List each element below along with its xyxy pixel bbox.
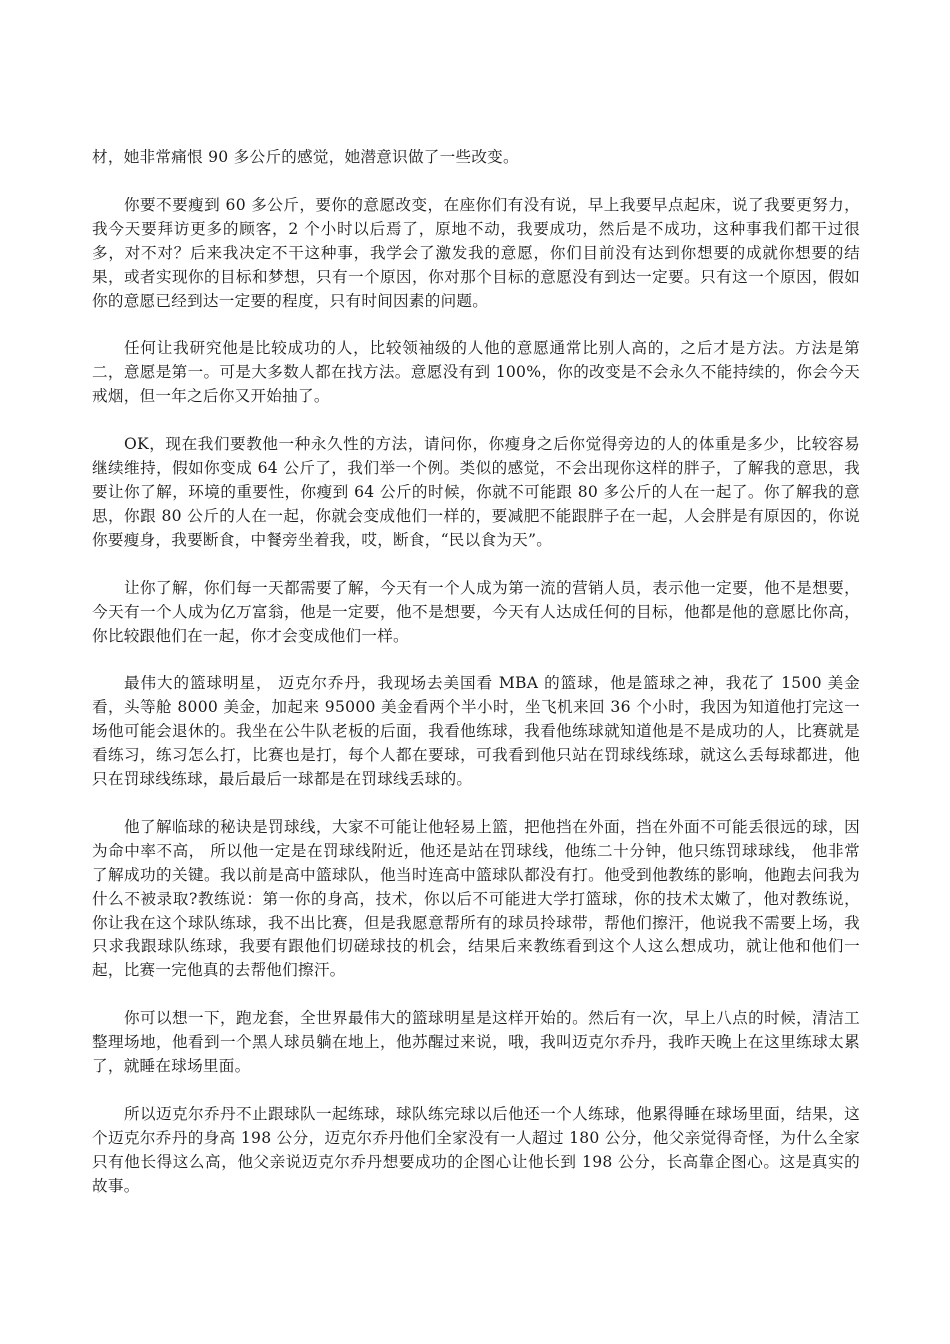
paragraph-7: 他了解临球的秘诀是罚球线，大家不可能让他轻易上篮，把他挡在外面，挡在外面不可能丢很远的球，因为命中率不高， 所以他一定是在罚球线附近，他还是站在罚球线，他练二十分钟，他只练罚球球线， 他非常了解成功的关键。我以前是高中篮球队，他当时连高中篮球队都没有打。他受到他教练的影响，他跑去问我为什么不被录取?教练说：第一你的身高，技术，你以后不可能进大学打篮球，你的技术太嫩了，他对教练说，你让我在这个球队练球，我不出比赛，但是我愿意帮所有的球员拎球带，帮他们擦汗，他说我不需要上场，我只求我跟球队练球，我要有跟他们切磋球技的机会，结果后来教练看到这个人这么想成功，就让他和他们一起，比赛一完他真的去帮他们擦汗。: [92, 817, 860, 980]
paragraph-8: 你可以想一下，跑龙套，全世界最伟大的篮球明星是这样开始的。然后有一次，早上八点的时候，清洁工整理场地，他看到一个黑人球员躺在地上，他苏醒过来说，哦，我叫迈克尔乔丹，我昨天晚上在这里练球太累了，就睡在球场里面。: [92, 1009, 860, 1076]
paragraph-3: 任何让我研究他是比较成功的人，比较领袖级的人他的意愿通常比别人高的，之后才是方法。方法是第二，意愿是第一。可是大多数人都在找方法。意愿没有到 100%，你的改变是不会永久不能持续的，你会今天戒烟，但一年之后你又开始抽了。: [92, 339, 860, 406]
paragraph-1: 材，她非常痛恨 90 多公斤的感觉，她潜意识做了一些改变。: [92, 148, 519, 166]
paragraph-6: 最伟大的篮球明星， 迈克尔乔丹，我现场去美国看 MBA 的篮球，他是篮球之神，我花了 1500 美金看，头等舱 8000 美金，加起来 95000 美金看两个半小时，坐飞机来回 36 个小时，我因为知道他打完这一场他可能会退休的。我坐在公牛队老板的后面，我看他练球，我看他练球就知道他是不是成功的人，比赛就是看练习，练习怎么打，比赛也是打，每个人都在要球，可我看到他只站在罚球线练球，就这么丢每球都进，他只在罚球线练球，最后最后一球都是在罚球线丢球的。: [92, 674, 860, 789]
paragraph-5: 让你了解，你们每一天都需要了解，今天有一个人成为第一流的营销人员，表示他一定要，他不是想要，今天有一个人成为亿万富翁，他是一定要，他不是想要，今天有人达成任何的目标，他都是他的意愿比你高，你比较跟他们在一起，你才会变成他们一样。: [92, 578, 860, 645]
document-body: [92, 146, 860, 1223]
paragraph-4: OK，现在我们要教他一种永久性的方法，请问你，你瘦身之后你觉得旁边的人的体重是多少，比较容易继续维持，假如你变成 64 公斤了，我们举一个例。类似的感觉，不会出现你这样的胖子，了解我的意思，我要让你了解，环境的重要性，你瘦到 64 公斤的时候，你就不可能跟 80 多公斤的人在一起了。你了解我的意思，你跟 80 公斤的人在一起，你就会变成他们一样的，要减肥不能跟胖子在一起，人会胖是有原因的，你说你要瘦身，我要断食，中餐旁坐着我，哎，断食，“民以食为天”。: [92, 435, 860, 549]
paragraph-9: 所以迈克尔乔丹不止跟球队一起练球，球队练完球以后他还一个人练球，他累得睡在球场里面，结果，这个迈克尔乔丹的身高 198 公分，迈克尔乔丹他们全家没有一人超过 180 公分，他父亲觉得奇怪，为什么全家只有他长得这么高，他父亲说迈克尔乔丹想要成功的企图心让他长到 198 公分，长高靠企图心。这是真实的故事。: [92, 1105, 860, 1195]
paragraph-2: 你要不要瘦到 60 多公斤，要你的意愿改变，在座你们有没有说，早上我要早点起床，说了我要更努力，我今天要拜访更多的顾客，2 个小时以后焉了，原地不动，我要成功，然后是不成功，这种事我们都干过很多，对不对？后来我决定不干这种事，我学会了激发我的意愿，你们目前没有达到你想要的成就你想要的结果，或者实现你的目标和梦想，只有一个原因，你对那个目标的意愿没有到达一定要。只有这一个原因，假如你的意愿已经到达一定要的程度，只有时间因素的问题。: [92, 195, 860, 310]
